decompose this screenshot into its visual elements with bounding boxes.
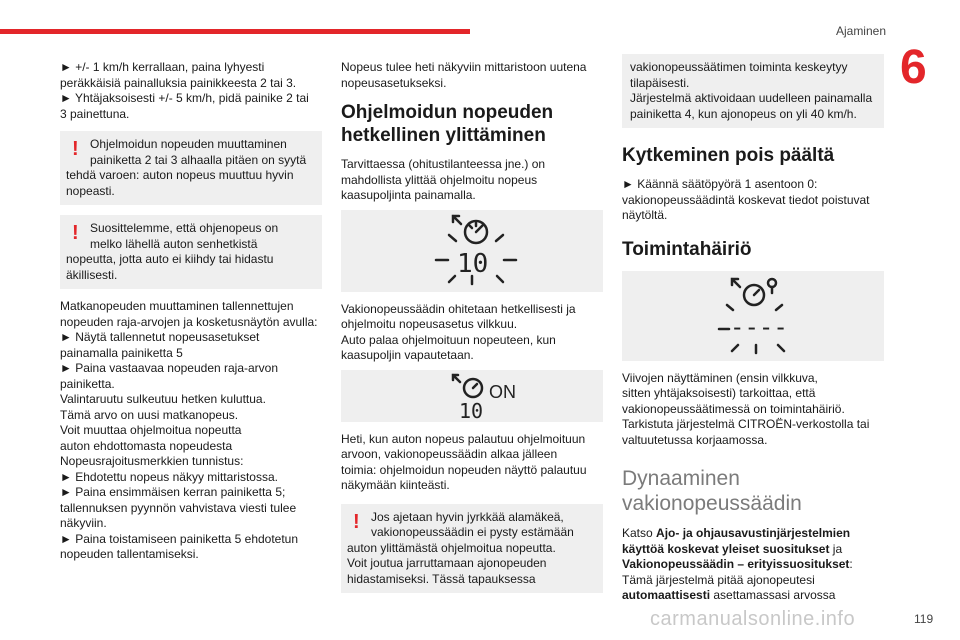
text-line: Tarkistuta järjestelmä CITROËN-verkostolla tai: [622, 417, 870, 431]
speedometer-fault-icon: [622, 271, 884, 361]
cruise-override-figure: [341, 210, 603, 292]
text-line: auton ehdottomasta nopeudesta: [60, 438, 233, 453]
text-line: Viivojen näyttäminen (ensin vilkkuva,: [622, 370, 818, 385]
text-line: painamalla painiketta 5: [60, 345, 183, 360]
text-line: nopeutta, jotta auto ei kiihdy tai hidastu: [66, 252, 274, 266]
text-line: valtuutetussa korjaamossa.: [622, 432, 768, 447]
text-line: hidastamiseksi. Tässä tapauksessa: [347, 571, 536, 586]
text-line: vakionopeussäädintä koskevat tiedot poistuvat: [622, 192, 870, 207]
text-line: painiketta 4, kun ajonopeus on yli 40 km/h.: [630, 106, 857, 121]
text-line: nopeuden raja-arvojen ja kosketusnäytön avulla:: [60, 314, 318, 329]
bold-text: automaattisesti: [622, 588, 711, 602]
warning-box: [60, 131, 322, 205]
header-red-bar: [0, 29, 470, 34]
speedometer-on-icon: [341, 370, 603, 422]
text-line: ► Paina toistamiseen painiketta 5 ehdotetun: [60, 531, 299, 546]
text-line: vakionopeussäätimen toiminta keskeytyy: [630, 60, 848, 74]
text-line: mahdollista ylittää ohjelmoitu nopeus: [341, 172, 538, 187]
speedometer-blink-icon: [341, 210, 603, 292]
text-line: Valintaruutu sulkeutuu hetken kuluttua.: [60, 392, 266, 406]
text-line: Auto palaa ohjelmoituun nopeuteen, kun: [341, 332, 556, 347]
text-line: nopeusasetukseksi.: [341, 75, 447, 90]
text-line: Matkanopeuden muuttaminen tallennettujen: [60, 299, 294, 313]
cruise-on-figure: [341, 370, 603, 422]
text-line: ► Näytä tallennetut nopeusasetukset: [60, 330, 260, 344]
text-line: Tämä arvo on uusi matkanopeus.: [60, 407, 239, 422]
text-line: [622, 588, 884, 604]
text-line: sitten yhtäjaksoisesti) tarkoittaa, että: [622, 386, 816, 400]
text-line: arvoon, vakionopeussäädin alkaa jälleen: [341, 447, 558, 461]
text-line: Järjestelmä aktivoidaan uudelleen painamalla: [630, 91, 873, 105]
text-line: Ohjelmoidun nopeuden muuttaminen: [90, 137, 287, 151]
text-line: nopeasti.: [66, 183, 115, 198]
text-line: näkymään kiinteästi.: [341, 478, 450, 492]
text-line: Nopeus tulee heti näkyviin mittaristoon uutena: [341, 60, 587, 74]
text-line: Suosittelemme, että ohjenopeus on: [90, 221, 279, 235]
heading-line: Dynaaminen: [622, 467, 740, 490]
link-reference: Vakionopeussäädin – erityissuositukset: [622, 557, 850, 571]
text-line: Vakionopeussäädin ohitetaan hetkellisesti ja: [341, 301, 576, 316]
text-line: näytöltä.: [622, 208, 668, 222]
warning-box: [60, 215, 322, 289]
text-line: melko lähellä auton senhetkistä: [90, 236, 258, 251]
section-heading-light: [622, 466, 884, 516]
text-line: [622, 542, 884, 558]
heading-line: Ohjelmoidun nopeuden: [341, 102, 554, 123]
text-line: [622, 526, 884, 542]
chapter-number: 6: [900, 41, 927, 94]
text-line: ohjelmoitu nopeusasetus vilkkuu.: [341, 317, 518, 331]
text-line: ► Yhtäjaksoisesti +/- 5 km/h, pidä painike 2 tai: [60, 91, 309, 105]
text-line: ► Ehdotettu nopeus näkyy mittaristossa.: [60, 469, 278, 484]
chapter-name: Ajaminen: [835, 24, 886, 38]
page-number: 119: [914, 612, 934, 626]
heading-line: hetkellinen ylittäminen: [341, 125, 546, 146]
malfunction-figure: [622, 271, 884, 361]
text-line: Voit joutua jarruttamaan ajonopeuden: [347, 556, 547, 570]
speed-value: 10: [459, 398, 484, 422]
text-line: tehdä varoen: auton nopeus muuttuu hyvin: [66, 168, 294, 182]
text-line: Heti, kun auton nopeus palautuu ohjelmoituun: [341, 431, 586, 446]
text-line: näkyviin.: [60, 516, 107, 530]
continued-warning-box: [622, 54, 884, 128]
text-line: Nopeusrajoitusmerkkien tunnistus:: [60, 454, 244, 468]
text-line: nopeuden tallentamiseksi.: [60, 547, 199, 561]
text-line: ► Käännä säätöpyörä 1 asentoon 0:: [622, 177, 818, 191]
text-line: ► Paina vastaavaa nopeuden raja-arvon: [60, 361, 279, 375]
text-line: tallennuksen pyynnön vahvistava viesti tulee: [60, 500, 297, 515]
text-line: auton ylittämästä ohjelmoitua nopeutta.: [347, 540, 556, 555]
text-span: :: [849, 557, 853, 571]
text-line: Voit muuttaa ohjelmoitua nopeutta: [60, 423, 242, 437]
heading-line: vakionopeussäädin: [622, 492, 802, 515]
speed-limit-paragraph: [60, 299, 322, 563]
section-heading: [341, 101, 603, 147]
text-line: Tämä järjestelmä pitää ajonopeutesi: [622, 572, 815, 587]
column-2: [341, 60, 603, 603]
text-line: [622, 557, 884, 573]
text-line: vakionopeussäädin ei pysty estämään: [371, 525, 574, 539]
text-line: painiketta 2 tai 3 alhaalla pitäen on syytä: [90, 152, 307, 167]
text-line: ► Paina ensimmäisen kerran painiketta 5;: [60, 485, 286, 499]
text-line: äkillisesti.: [66, 267, 118, 282]
text-line: 3 painettuna.: [60, 106, 130, 121]
on-label: ON: [489, 381, 516, 402]
text-line: ► +/- 1 km/h kerrallaan, paina lyhyesti: [60, 60, 265, 74]
dashes-display: ----: [730, 312, 788, 341]
text-span: asettamassasi arvossa: [710, 588, 836, 602]
warning-icon: !: [353, 510, 360, 533]
text-line: peräkkäisiä painalluksia painikkeesta 2 tai 3.: [60, 75, 297, 90]
text-line: Tarvittaessa (ohitustilanteessa jne.) on: [341, 157, 546, 171]
link-reference: Ajo- ja ohjausavustinjärjestelmien: [656, 526, 851, 540]
warning-icon: !: [72, 138, 79, 160]
text-span: ja: [829, 541, 843, 556]
section-heading: Toimintahäiriö: [622, 238, 752, 260]
text-line: painiketta.: [60, 376, 115, 391]
text-line: kaasupoljin vapautetaan.: [341, 348, 474, 362]
text-line: toimia: ohjelmoidun nopeuden näyttö palautuu: [341, 462, 587, 477]
watermark: carmanualsonline.info: [650, 608, 856, 630]
text-span: Katso: [622, 526, 657, 540]
warning-box: [341, 504, 603, 594]
text-line: vakionopeussäätimessä on toimintahäiriö.: [622, 401, 845, 416]
text-line: kaasupoljinta painamalla.: [341, 188, 476, 202]
speed-value: 10: [457, 248, 489, 279]
column-1: [60, 60, 322, 563]
column-3: [622, 54, 884, 604]
section-heading: Kytkeminen pois päältä: [622, 145, 835, 166]
link-reference: käyttöä koskevat yleiset suositukset: [622, 541, 830, 556]
warning-icon: !: [72, 222, 79, 244]
text-line: Jos ajetaan hyvin jyrkkää alamäkeä,: [371, 509, 564, 524]
text-line: tilapäisesti.: [630, 75, 690, 90]
